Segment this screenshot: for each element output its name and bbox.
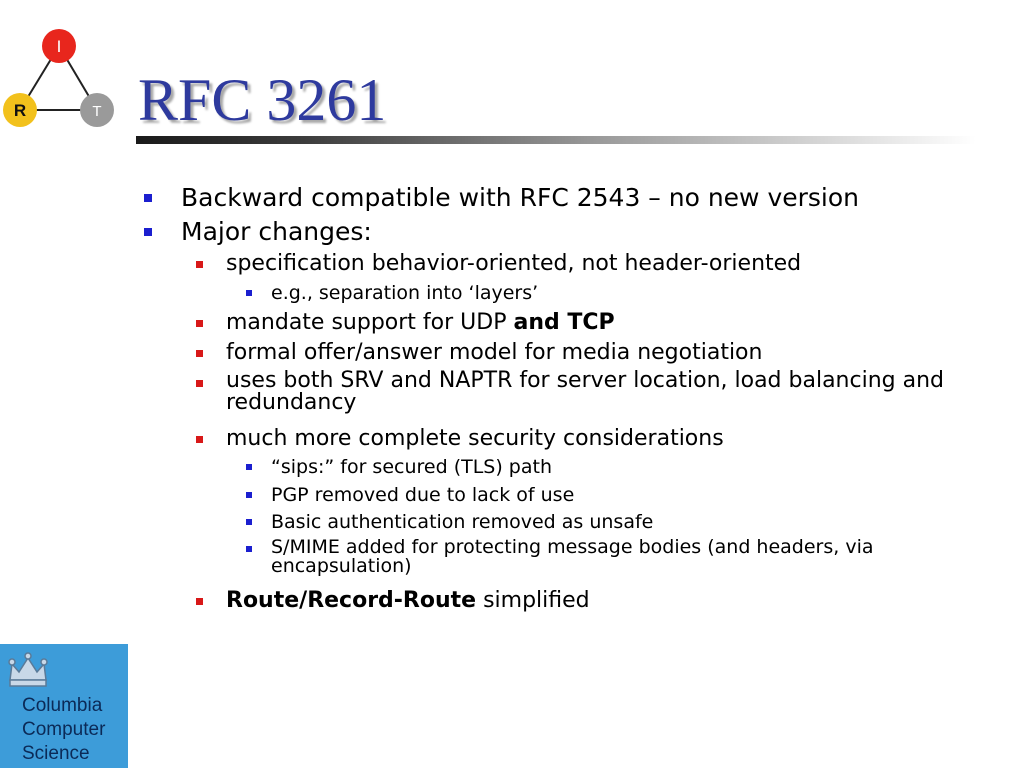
slide-title: RFC 3261 — [138, 67, 387, 133]
square-bullet-icon — [246, 464, 252, 470]
bullet-text: formal offer/answer model for media negotiation — [226, 340, 763, 365]
bullet-text-part: mandate support for UDP — [226, 310, 514, 335]
bullet-text-line: S/MIME added for protecting message bodies (and headers, via — [271, 536, 874, 558]
bullet-item — [226, 251, 801, 276]
square-bullet-icon — [196, 436, 203, 443]
bullet-text-bold: Route/Record-Route — [226, 588, 477, 613]
bullet-item — [226, 426, 724, 451]
bullet-text: PGP removed due to lack of use — [271, 484, 575, 506]
crown-icon — [6, 650, 50, 690]
bullet-item — [271, 456, 552, 478]
bullet-text: e.g., separation into ‘layers’ — [271, 282, 539, 304]
bullet-item — [226, 370, 944, 414]
bullet-item — [181, 217, 372, 246]
bullet-item — [181, 183, 859, 212]
bullet-item — [226, 310, 615, 335]
square-bullet-icon — [196, 261, 203, 268]
columbia-logo-line: Computer — [22, 719, 106, 740]
logo-label-i: I — [56, 37, 62, 56]
bullet-item — [271, 484, 574, 506]
square-bullet-icon — [144, 194, 152, 202]
logo-label-r: R — [13, 101, 27, 120]
bullet-item — [271, 538, 874, 576]
columbia-logo-line: Columbia — [22, 695, 103, 716]
bullet-text: “sips:” for secured (TLS) path — [271, 456, 553, 478]
bullet-item — [226, 340, 762, 365]
bullet-text — [226, 370, 944, 414]
square-bullet-icon — [144, 228, 152, 236]
square-bullet-icon — [196, 598, 203, 605]
square-bullet-icon — [196, 380, 203, 387]
square-bullet-icon — [246, 546, 252, 552]
bullet-text — [226, 588, 590, 613]
square-bullet-icon — [246, 290, 252, 296]
bullet-text-line: redundancy — [226, 390, 357, 415]
bullet-text-part: simplified — [476, 588, 590, 613]
bullet-item — [226, 588, 590, 613]
bullet-text-line: encapsulation) — [271, 555, 412, 577]
bullet-item — [271, 511, 653, 533]
columbia-logo-text — [22, 694, 105, 766]
bullet-text: Basic authentication removed as unsafe — [271, 511, 654, 533]
bullet-item — [271, 282, 538, 304]
square-bullet-icon — [196, 350, 203, 357]
bullet-text-bold: and TCP — [513, 310, 615, 335]
bullet-text: much more complete security considerations — [226, 426, 724, 451]
bullet-text: Major changes: — [181, 217, 372, 246]
bullet-text — [226, 310, 615, 335]
square-bullet-icon — [246, 519, 252, 525]
square-bullet-icon — [196, 320, 203, 327]
columbia-logo-line: Science — [22, 743, 90, 764]
bullet-text: specification behavior-oriented, not header-oriented — [226, 251, 802, 276]
columbia-logo — [0, 644, 128, 768]
bullet-text — [271, 538, 874, 576]
logo-label-t: T — [92, 103, 102, 120]
square-bullet-icon — [246, 492, 252, 498]
bullet-text: Backward compatible with RFC 2543 – no new version — [181, 183, 860, 212]
bullet-text-line: uses both SRV and NAPTR for server location, load balancing and — [226, 368, 944, 393]
